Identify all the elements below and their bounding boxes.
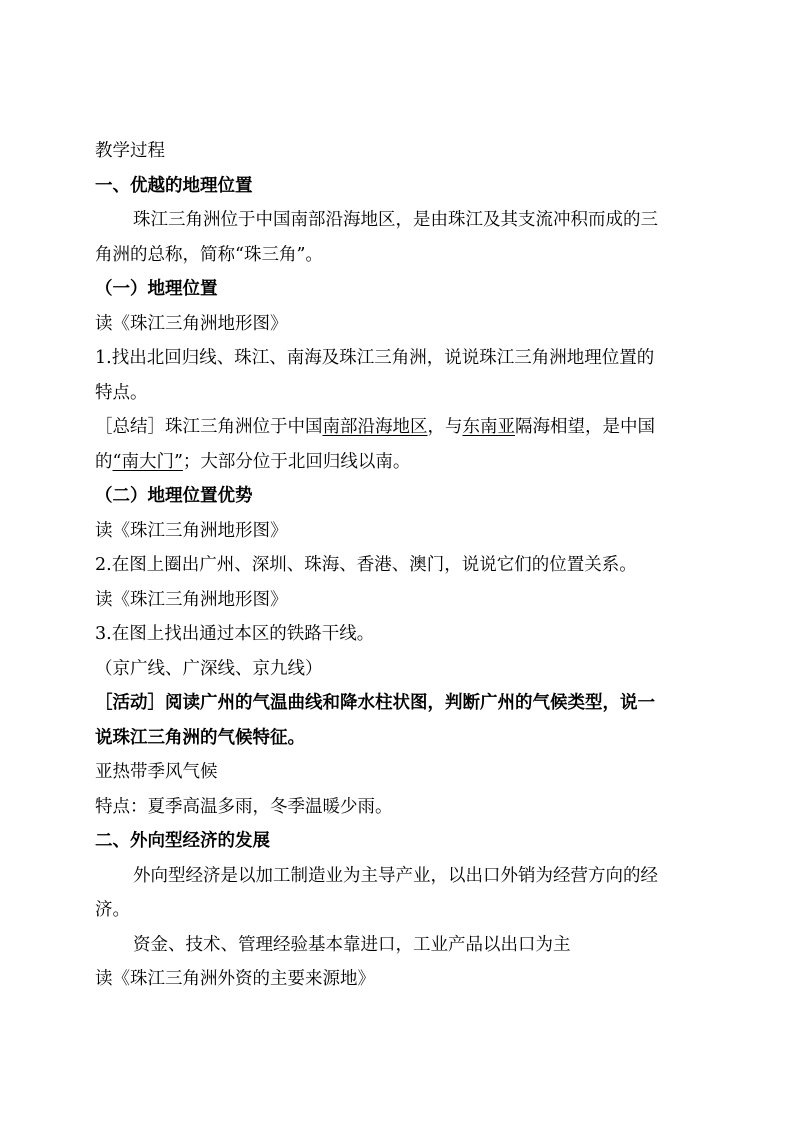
question-1-line-2: 特点。: [95, 382, 148, 403]
summary-text-b: ，与: [427, 417, 463, 437]
read-instruction-1: 读《珠江三角洲地形图》: [95, 313, 288, 334]
climate-feature: 特点：夏季高温多雨，冬季温暖少雨。: [95, 796, 393, 817]
read-instruction-3: 读《珠江三角洲地形图》: [95, 589, 288, 610]
read-instruction-2: 读《珠江三角洲地形图》: [95, 520, 288, 541]
summary2-text-a: 的: [95, 451, 113, 472]
subsection-1-title: （一）地理位置: [95, 279, 218, 299]
question-1-line-1: 1.找出北回归线、珠江、南海及珠江三角洲，说说珠江三角洲地理位置的: [95, 348, 655, 368]
summary-line-1: [95, 410, 705, 445]
document-page: [95, 134, 705, 997]
section-1-intro-line-2: 角洲的总称，简称“珠三角”。: [95, 244, 323, 265]
question-3: 3.在图上找出通过本区的铁路干线。: [95, 624, 375, 644]
section-1-intro-line-1: 珠江三角洲位于中国南部沿海地区，是由珠江及其支流冲积而成的三: [133, 210, 658, 230]
climate-type: 亚热带季风气候: [95, 762, 218, 782]
section-1-title: 一、优越的地理位置: [95, 175, 253, 196]
section-2-capital: 资金、技术、管理经验基本靠进口，工业产品以出口为主: [133, 934, 571, 955]
summary-underline-1: 南部沿海地区: [322, 417, 428, 437]
activity-line-1: ［活动］阅读广州的气温曲线和降水柱状图，判断广州的气候类型，说一: [95, 693, 655, 713]
section-2-definition-line-2: 济。: [95, 900, 130, 920]
summary-text-c: 隔海相望，是中国: [515, 417, 655, 437]
activity-line-2: 说珠江三角洲的气候特征。: [95, 727, 305, 748]
subsection-2-title: （二）地理位置优势: [95, 486, 253, 506]
summary2-text-b: ；大部分位于北回归线以南。: [182, 451, 411, 472]
answer-3: （京广线、广深线、京九线）: [95, 658, 323, 679]
read-instruction-4: 读《珠江三角洲外资的主要来源地》: [95, 969, 375, 989]
section-2-title: 二、外向型经济的发展: [95, 831, 270, 851]
question-2: 2.在图上圈出广州、深圳、珠海、香港、澳门，说说它们的位置关系。: [95, 555, 637, 575]
summary-underline-2: 东南亚: [462, 417, 515, 437]
summary-text-a: ［总结］珠江三角洲位于中国: [95, 417, 323, 437]
page-heading: 教学过程: [95, 141, 165, 161]
summary-line-2: [95, 445, 705, 480]
section-2-definition-line-1: 外向型经济是以加工制造业为主导产业，以出口外销为经营方向的经: [133, 865, 658, 886]
summary2-underline: “南大门”: [112, 451, 183, 472]
